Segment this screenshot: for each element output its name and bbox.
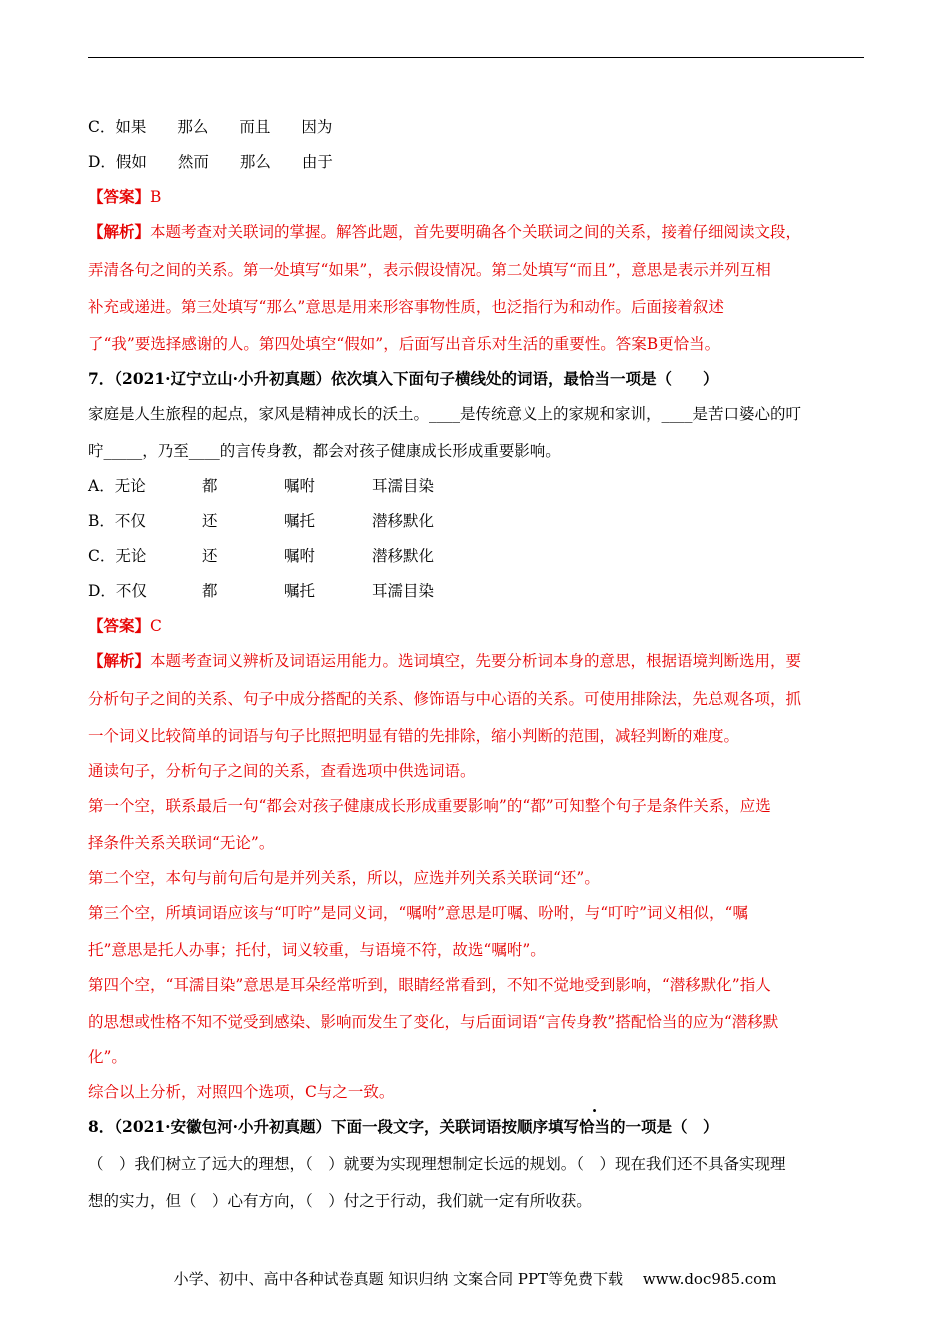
analysis-tag: 【解析】 (88, 222, 151, 241)
q7-analysis-line: 一个词义比较简单的词语与句子比照把明显有错的先排除，缩小判断的范围，减轻判断的难度。 (88, 727, 740, 745)
header-rule (88, 57, 864, 58)
q7-option-c: C．无论 还 嘱咐 潜移默化 (88, 547, 435, 565)
q7-analysis-line: 综合以上分析，对照四个选项，C与之一致。 (88, 1083, 395, 1101)
q6-option-d: D．假如 然而 那么 由于 (88, 153, 333, 171)
q7-analysis-line: 【解析】本题考查词义辨析及词语运用能力。选词填空，先要分析词本身的意思，根据语境判断选用，要 (88, 651, 802, 670)
emphasis-dotted-word: 恰当 (578, 1117, 610, 1136)
q7-analysis-line: 的思想或性格不知不觉受到感染、影响而发生了变化，与后面词语“言传身教”搭配恰当的应为“潜移默 (88, 1013, 779, 1031)
q7-analysis-line: 通读句子，分析句子之间的关系，查看选项中供选词语。 (88, 762, 476, 780)
q7-analysis-line: 第三个空，所填词语应该与“叮咛”是同义词，“嘱咐”意思是叮嘱、吩咐，与“叮咛”词义相似，“嘱 (88, 904, 748, 922)
answer-value: C (150, 617, 162, 635)
q7-analysis-line: 分析句子之间的关系、句子中成分搭配的关系、修饰语与中心语的关系。可使用排除法，先总观各项，抓 (88, 690, 802, 708)
answer-tag: 【答案】 (88, 616, 151, 635)
q7-stem-line: 家庭是人生旅程的起点，家风是精神成长的沃土。____是传统意义上的家规和家训，____是苦口婆心的叮 (88, 405, 802, 423)
q7-analysis-line: 第一个空，联系最后一句“都会对孩子健康成长形成重要影响”的“都”可知整个句子是条件关系，应选 (88, 797, 771, 815)
q6-analysis-line: 【解析】本题考查对关联词的掌握。解答此题，首先要明确各个关联词之间的关系，接着仔细阅读文段， (88, 222, 802, 241)
q7-option-b: B．不仅 还 嘱托 潜移默化 (88, 512, 435, 530)
q7-option-a: A．无论 都 嘱咐 耳濡目染 (88, 477, 435, 495)
q7-analysis-line: 托”意思是托人办事；托付，词义较重，与语境不符，故选“嘱咐”。 (88, 941, 546, 959)
q6-analysis-line: 了“我”要选择感谢的人。第四处填空“假如”，后面写出音乐对生活的重要性。答案B更恰当。 (88, 335, 721, 353)
q7-answer (88, 616, 162, 636)
q7-analysis-line: 择条件关系关联词“无论”。 (88, 834, 275, 852)
q7-title: 7．（2021·辽宁立山·小升初真题）依次填入下面句子横线处的词语，最恰当一项是（ ） (88, 369, 719, 388)
q6-option-c: C．如果 那么 而且 因为 (88, 118, 333, 136)
q7-stem-line: 咛_____，乃至____的言传身教，都会对孩子健康成长形成重要影响。 (88, 442, 561, 460)
answer-tag: 【答案】 (88, 187, 151, 206)
q8-title: 8．（2021·安徽包河·小升初真题）下面一段文字，关联词语按顺序填写恰当的一项是（ ） (88, 1117, 719, 1136)
q6-answer (88, 187, 161, 207)
q6-analysis-line: 弄清各句之间的关系。第一处填写“如果”，表示假设情况。第二处填写“而且”，意思是表示并列互相 (88, 261, 771, 279)
q7-option-d: D．不仅 都 嘱托 耳濡目染 (88, 582, 435, 600)
analysis-tag: 【解析】 (88, 651, 151, 670)
q7-analysis-line: 第四个空，“耳濡目染”意思是耳朵经常听到，眼睛经常看到，不知不觉地受到影响，“潜移默化”指人 (88, 976, 771, 994)
answer-value: B (150, 188, 162, 206)
q8-stem-line: （ ）我们树立了远大的理想，（ ）就要为实现理想制定长远的规划。（ ）现在我们还不具备实现理 (88, 1155, 786, 1173)
q6-analysis-line: 补充或递进。第三处填写“那么”意思是用来形容事物性质，也泛指行为和动作。后面接着叙述 (88, 298, 724, 316)
q7-analysis-line: 化”。 (88, 1048, 127, 1066)
page-footer: 小学、初中、高中各种试卷真题 知识归纳 文案合同 PPT等免费下载 www.doc985.com (173, 1270, 777, 1288)
q8-stem-line: 想的实力，但（ ）心有方向，（ ）付之于行动，我们就一定有所收获。 (88, 1192, 592, 1210)
q7-analysis-line: 第二个空，本句与前句后句是并列关系，所以，应选并列关系关联词“还”。 (88, 869, 600, 887)
